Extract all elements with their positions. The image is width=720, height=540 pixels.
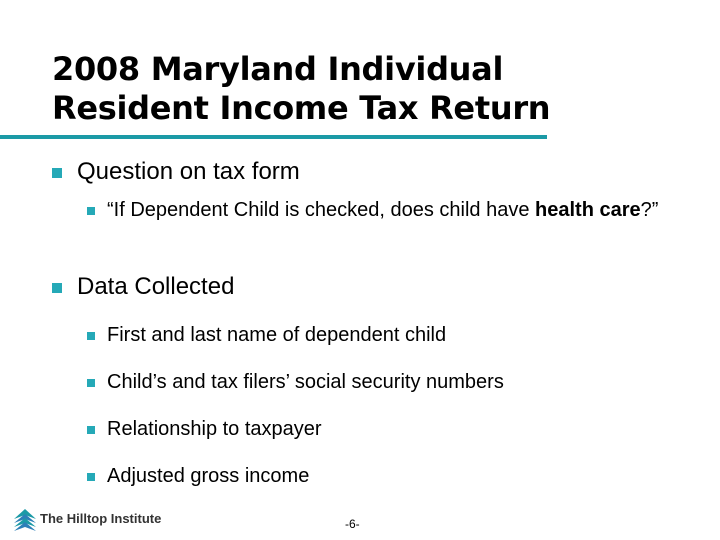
square-bullet-icon (87, 332, 95, 340)
bullet-text: First and last name of dependent child (107, 324, 447, 346)
page-number: -6- (345, 517, 360, 531)
bullet-text: Adjusted gross income (107, 465, 310, 487)
hilltop-logo (12, 505, 192, 533)
bullet-text-before: “If Dependent Child is checked, does child have (107, 199, 536, 221)
bullet-text-bold: health care (535, 199, 641, 221)
square-bullet-icon (52, 283, 62, 293)
title-line-1: 2008 Maryland Individual (52, 50, 504, 88)
bullet-text: Relationship to taxpayer (107, 418, 322, 440)
square-bullet-icon (87, 207, 95, 215)
hilltop-logo-icon (12, 505, 38, 531)
square-bullet-icon (87, 379, 95, 387)
bullet-text: Question on tax form (77, 158, 300, 185)
square-bullet-icon (87, 426, 95, 434)
square-bullet-icon (87, 473, 95, 481)
title-line-2: Resident Income Tax Return (52, 89, 551, 127)
bullet-text: Data Collected (77, 273, 235, 300)
bullet-text: Child’s and tax filers’ social security numbers (107, 371, 504, 393)
bullet-text (107, 197, 707, 223)
square-bullet-icon (52, 168, 62, 178)
logo-text: The Hilltop Institute (40, 511, 162, 526)
bullet-text-after: ?” (640, 199, 659, 221)
